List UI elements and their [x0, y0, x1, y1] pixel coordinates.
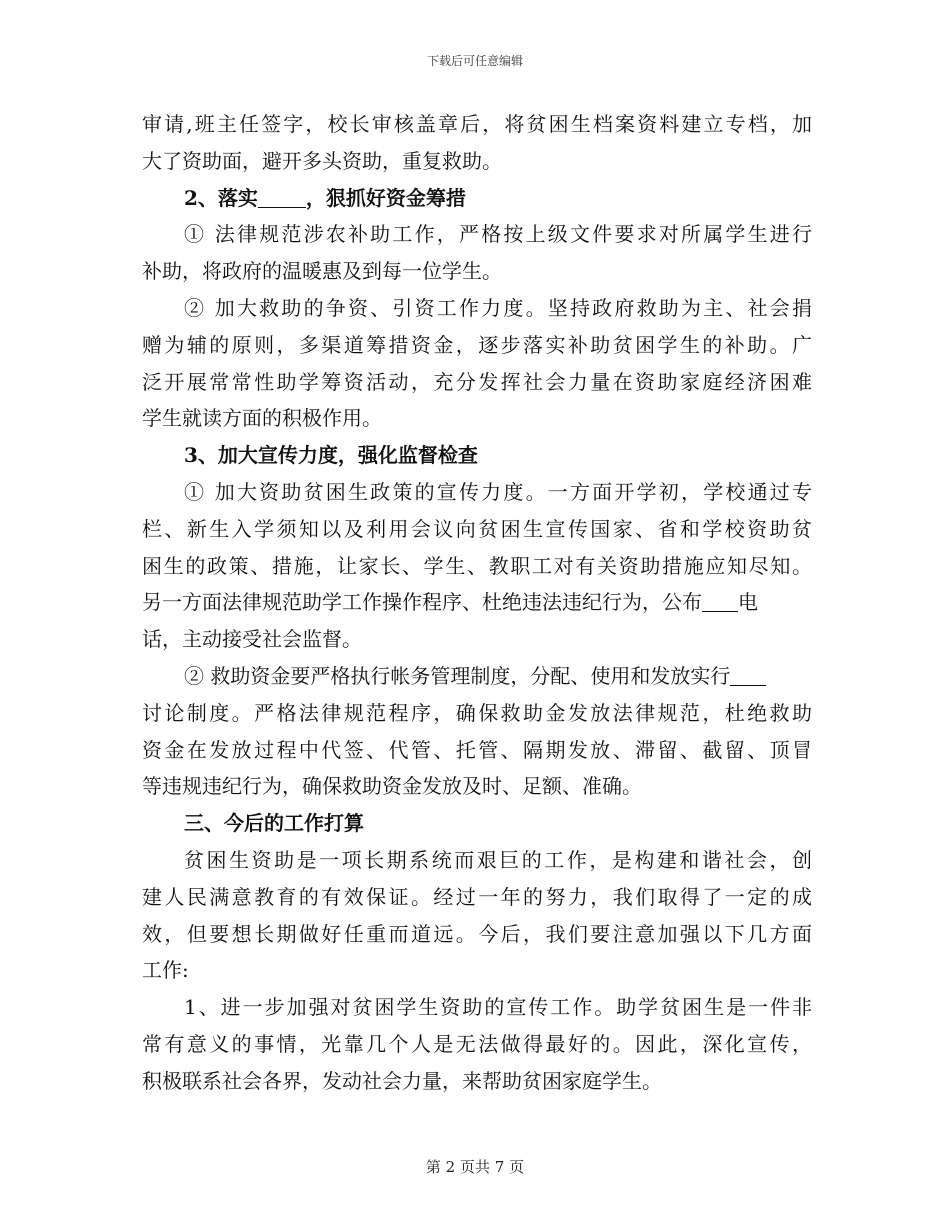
paragraph-line: [142, 732, 812, 769]
paragraph-line: [142, 621, 812, 658]
fill-in-blank: [258, 185, 306, 208]
line-text: 常有意义的事情，光靠几个人是无法做得最好的。因此，深化宣传，: [142, 1031, 812, 1056]
paragraph-line: [142, 106, 812, 143]
fill-in-blank: [730, 663, 766, 686]
paragraph-line: [142, 695, 812, 732]
line-text: 审请,班主任签字，校长审核盖章后，将贫困生档案资料建立专档，加: [142, 112, 812, 136]
line-text: 话，主动接受社会监督。: [142, 627, 362, 652]
line-text: ① 加大资助贫困生政策的宣传力度。一方面开学初，学校通过专: [184, 479, 812, 504]
paragraph-line: [142, 1063, 812, 1100]
line-text: 困生的政策、措施，让家长、学生、教职工对有关资助措施应知尽知。: [142, 553, 812, 578]
document-body: [142, 106, 812, 1100]
line-text: 2、落实: [184, 185, 258, 210]
line-text: 效，但要想长期做好任重而道远。今后，我们要注意加强以下几方面: [142, 921, 812, 946]
line-text: 补助，将政府的温暖惠及到每一位学生。: [142, 259, 502, 284]
line-text: 泛开展常常性助学筹资活动，充分发挥社会力量在资助家庭经济困难: [142, 369, 812, 394]
line-text: 3、加大宣传力度，强化监督检查: [184, 443, 478, 468]
paragraph-line: [142, 327, 812, 364]
line-text: 学生就读方面的积极作用。: [142, 406, 382, 431]
page-footer-pagination: 第 2 页共 7 页: [425, 1158, 525, 1176]
line-text: 贫困生资助是一项长期系统而艰巨的工作，是构建和谐社会，创: [184, 847, 812, 872]
paragraph-line: [142, 1026, 812, 1063]
page-header-note: 下载后可任意编辑: [426, 54, 523, 68]
paragraph-line: [142, 253, 812, 290]
section-heading: [142, 180, 812, 217]
line-text: 讨论制度。严格法律规范程序，确保救助金发放法律规范，杜绝救助: [142, 700, 812, 725]
line-text: 工作:: [142, 958, 189, 983]
line-text-continued: 电: [738, 590, 758, 615]
line-text: 建人民满意教育的有效保证。经过一年的努力，我们取得了一定的成: [142, 884, 812, 909]
line-text: 积极联系社会各界，发动社会力量，来帮助贫困家庭学生。: [142, 1068, 662, 1093]
line-text: 等违规违纪行为，确保救助资金发放及时、足额、准确。: [142, 774, 642, 799]
line-text: 大了资助面，避开多头资助，重复救助。: [142, 148, 502, 173]
line-text: 另一方面法律规范助学工作操作程序、杜绝违法违纪行为，公布: [142, 590, 702, 615]
paragraph-line: [142, 364, 812, 401]
line-text: 1、进一步加强对贫困学生资助的宣传工作。助学贫困生是一件非: [184, 995, 812, 1020]
line-text: ② 加大救助的争资、引资工作力度。坚持政府救助为主、社会捐: [184, 295, 812, 320]
paragraph-line: [142, 842, 812, 879]
line-text: 资金在发放过程中代签、代管、托管、隔期发放、滞留、截留、顶冒: [142, 737, 812, 762]
paragraph-line: [142, 768, 812, 805]
line-text-continued: ，狠抓好资金筹措: [305, 185, 466, 210]
section-heading: [142, 805, 812, 842]
paragraph-line: [142, 879, 812, 916]
paragraph-line: [142, 989, 812, 1026]
line-text: 赠为辅的原则，多渠道筹措资金，逐步落实补助贫困学生的补助。广: [142, 332, 812, 357]
paragraph-line: [142, 290, 812, 327]
line-text: ① 法律规范涉农补助工作，严格按上级文件要求对所属学生进行: [184, 222, 812, 247]
line-text: ② 救助资金要严格执行帐务管理制度，分配、使用和发放实行: [184, 663, 731, 688]
line-text: 三、今后的工作打算: [184, 811, 364, 836]
paragraph-line: [142, 916, 812, 953]
paragraph-line: [142, 216, 812, 253]
paragraph-line: [142, 584, 812, 621]
line-text: 栏、新生入学须知以及利用会议向贫困生宣传国家、省和学校资助贫: [142, 516, 812, 541]
fill-in-blank: [702, 589, 738, 612]
paragraph-line: [142, 511, 812, 548]
paragraph-line: [142, 400, 812, 437]
paragraph-line: [142, 658, 812, 695]
paragraph-line: [142, 952, 812, 989]
paragraph-line: [142, 143, 812, 180]
paragraph-line: [142, 474, 812, 511]
paragraph-line: [142, 548, 812, 585]
section-heading: [142, 437, 812, 474]
